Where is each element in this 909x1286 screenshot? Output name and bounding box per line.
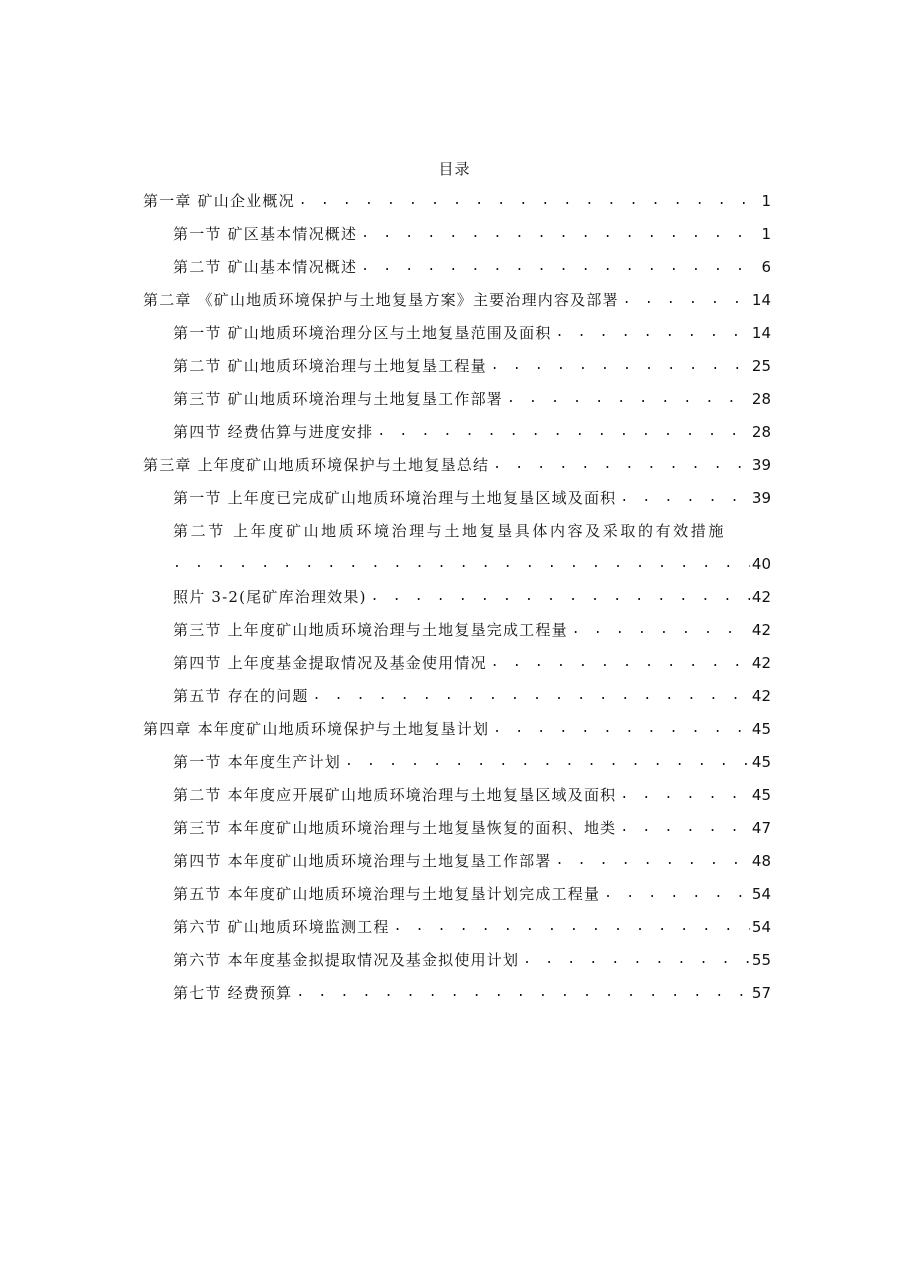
dot-leader <box>173 553 750 575</box>
toc-entry-label: 第三节 上年度矿山地质环境治理与土地复垦完成工程量 <box>173 621 568 639</box>
toc-entry-label: 第一节 本年度生产计划 <box>173 753 341 771</box>
toc-entry[interactable] <box>143 190 771 212</box>
toc-entry[interactable] <box>173 982 771 1004</box>
dot-leader <box>295 190 760 212</box>
dot-leader <box>503 388 750 410</box>
toc-entry-page: 1 <box>761 225 771 243</box>
toc-entry-page: 6 <box>761 258 771 276</box>
toc-entry[interactable] <box>173 223 771 245</box>
toc-entry[interactable] <box>173 388 771 410</box>
toc-entry-label: 第二节 矿山基本情况概述 <box>173 258 358 276</box>
toc-entry[interactable] <box>173 949 771 971</box>
toc-entry-page: 54 <box>751 885 771 903</box>
dot-leader <box>341 751 750 773</box>
dot-leader <box>309 685 750 707</box>
toc-entry[interactable] <box>173 784 771 806</box>
dot-leader <box>552 850 750 872</box>
toc-entry-page: 39 <box>751 489 771 507</box>
toc-entry-page: 57 <box>751 984 771 1002</box>
toc-entry-label: 第五节 本年度矿山地质环境治理与土地复垦计划完成工程量 <box>173 885 601 903</box>
dot-leader <box>568 619 750 641</box>
dot-leader <box>390 916 750 938</box>
dot-leader <box>292 982 750 1004</box>
dot-leader <box>552 322 750 344</box>
toc-entry-label: 第六节 本年度基金拟提取情况及基金拟使用计划 <box>173 951 520 969</box>
toc-entry-label: 第一节 矿区基本情况概述 <box>173 225 358 243</box>
toc-entry-page: 1 <box>761 192 771 210</box>
toc-entry-label: 第二章 《矿山地质环境保护与土地复垦方案》主要治理内容及部署 <box>143 291 619 309</box>
toc-entry-page: 54 <box>751 918 771 936</box>
toc-entry[interactable] <box>173 586 771 608</box>
dot-leader <box>487 355 750 377</box>
toc-entry-label: 第三节 矿山地质环境治理与土地复垦工作部署 <box>173 390 503 408</box>
toc-entry-page: 39 <box>751 456 771 474</box>
toc-entry[interactable] <box>173 751 771 773</box>
toc-entry-wrapped-label[interactable]: 第二节 上年度矿山地质环境治理与土地复垦具体内容及采取的有效措施 <box>173 522 726 540</box>
dot-leader <box>519 949 750 971</box>
toc-entry[interactable] <box>173 322 771 344</box>
toc-entry[interactable] <box>173 916 771 938</box>
toc-entry-page: 14 <box>751 291 771 309</box>
toc-entry-label: 第三章 上年度矿山地质环境保护与土地复垦总结 <box>143 456 490 474</box>
dot-leader <box>489 454 750 476</box>
toc-entry-page: 25 <box>751 357 771 375</box>
toc-entry-label: 第二节 本年度应开展矿山地质环境治理与土地复垦区域及面积 <box>173 786 617 804</box>
toc-entry[interactable] <box>173 487 771 509</box>
toc-entry-page: 42 <box>751 687 771 705</box>
toc-entry[interactable] <box>173 256 771 278</box>
toc-entry-label: 第四节 经费估算与进度安排 <box>173 423 374 441</box>
dot-leader <box>357 256 759 278</box>
dot-leader <box>600 883 750 905</box>
toc-entry-label: 第六节 矿山地质环境监测工程 <box>173 918 390 936</box>
toc-entry-page: 45 <box>751 720 771 738</box>
dot-leader <box>373 421 750 443</box>
toc-entry-page: 14 <box>751 324 771 342</box>
toc-entry-page: 28 <box>751 390 771 408</box>
toc-entry[interactable] <box>143 718 771 740</box>
toc-entry-label: 第四节 本年度矿山地质环境治理与土地复垦工作部署 <box>173 852 552 870</box>
dot-leader <box>367 586 750 608</box>
toc-entry[interactable] <box>173 883 771 905</box>
dot-leader <box>616 487 750 509</box>
dot-leader <box>616 784 750 806</box>
toc-entry[interactable] <box>173 850 771 872</box>
toc-entry-label: 第一章 矿山企业概况 <box>143 192 295 210</box>
toc-entry-page: 55 <box>751 951 771 969</box>
toc-entry[interactable] <box>143 289 771 311</box>
dot-leader <box>489 718 750 740</box>
toc-entry-page: 42 <box>751 588 771 606</box>
toc-entry-label: 第二节 矿山地质环境治理与土地复垦工程量 <box>173 357 487 375</box>
dot-leader <box>619 289 750 311</box>
toc-entry[interactable] <box>143 454 771 476</box>
toc-entry-page: 47 <box>751 819 771 837</box>
toc-entry-label: 照片 3-2(尾矿库治理效果) <box>173 588 367 606</box>
toc-entry-page: 48 <box>751 852 771 870</box>
toc-title: 目录 <box>438 160 471 178</box>
dot-leader <box>487 652 750 674</box>
dot-leader <box>616 817 750 839</box>
toc-entry-page: 42 <box>751 621 771 639</box>
dot-leader <box>357 223 759 245</box>
toc-entry-page: 28 <box>751 423 771 441</box>
toc-entry[interactable] <box>173 619 771 641</box>
toc-entry-label: 第五节 存在的问题 <box>173 687 309 705</box>
toc-entry-label: 第一节 矿山地质环境治理分区与土地复垦范围及面积 <box>173 324 552 342</box>
toc-entry-page: 40 <box>751 555 771 573</box>
toc-entry-label: 第四章 本年度矿山地质环境保护与土地复垦计划 <box>143 720 490 738</box>
toc-entry-label: 第四节 上年度基金提取情况及基金使用情况 <box>173 654 487 672</box>
toc-entry-page: 45 <box>751 786 771 804</box>
toc-entry-label: 第一节 上年度已完成矿山地质环境治理与土地复垦区域及面积 <box>173 489 617 507</box>
toc-entry-wrapped-leader[interactable] <box>173 553 771 575</box>
toc-entry[interactable] <box>173 685 771 707</box>
toc-entry-label: 第三节 本年度矿山地质环境治理与土地复垦恢复的面积、地类 <box>173 819 617 837</box>
toc-entry-label: 第七节 经费预算 <box>173 984 293 1002</box>
toc-entry[interactable] <box>173 817 771 839</box>
toc-entry[interactable] <box>173 652 771 674</box>
toc-entry-page: 45 <box>751 753 771 771</box>
toc-entry[interactable] <box>173 421 771 443</box>
toc-entry-page: 42 <box>751 654 771 672</box>
toc-entry[interactable] <box>173 355 771 377</box>
